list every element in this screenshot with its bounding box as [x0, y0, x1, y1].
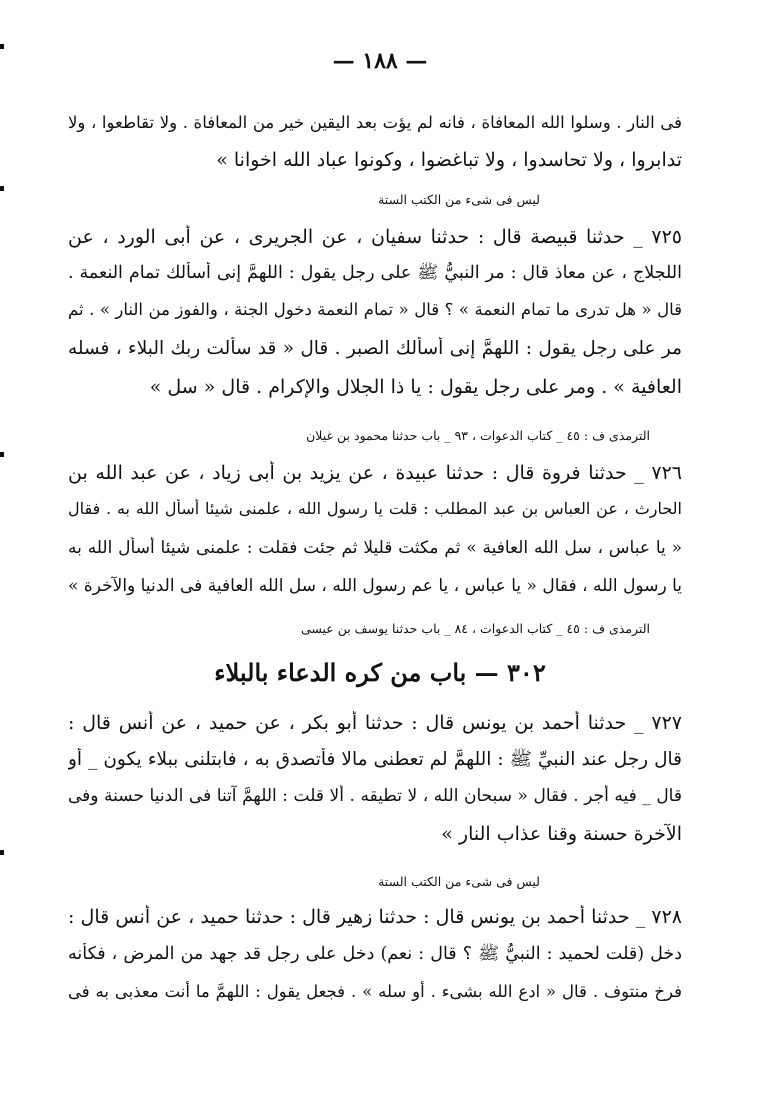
margin-mark	[0, 186, 4, 191]
margin-mark	[0, 850, 4, 855]
text-line: يا رسول الله ، فقال « يا عباس ، يا عم رسول الله ، سل الله العافية فى الدنيا والآخرة »	[68, 576, 682, 596]
text-line: الحارث ، عن العباس بن عبد المطلب : قلت يا رسول الله ، علمنى شيئا أسأل الله به . فقال	[68, 499, 682, 518]
source-note: ليس فى شىء من الكتب الستة	[378, 192, 540, 207]
text-line: العافية » . ومر على رجل يقول : يا ذا الجلال والإكرام . قال « سل »	[149, 376, 682, 398]
chapter-heading: ٣٠٢ — باب من كره الدعاء بالبلاء	[214, 658, 546, 687]
text-line: تدابروا ، ولا تحاسدوا ، ولا تباغضوا ، وكونوا عباد الله اخوانا »	[216, 149, 682, 171]
text-line: قال _ فيه أجر . فقال « سبحان الله ، لا تطيقه . ألا قلت : اللهمَّ آتنا فى الدنيا حسنة وفى	[68, 786, 682, 806]
text-line: الآخرة حسنة وقنا عذاب النار »	[441, 823, 682, 845]
source-note: الترمذى ف : ٤٥ _ كتاب الدعوات ، ٩٣ _ باب حدثنا محمود بن غيلان	[306, 428, 650, 443]
source-note: ليس فى شىء من الكتب الستة	[378, 874, 540, 889]
source-note: الترمذى ف : ٤٥ _ كتاب الدعوات ، ٨٤ _ باب حدثنا يوسف بن عيسى	[300, 621, 650, 636]
page-number: — ١٨٨ —	[332, 48, 428, 74]
text-line: فى النار . وسلوا الله المعافاة ، فانه لم يؤت بعد اليقين خير من المعافاة . ولا تقاطعوا ، ولا	[68, 113, 682, 132]
text-line: اللجلاج ، عن معاذ قال : مر النبيُّ ﷺ على رجل يقول : اللهمَّ إنى أسألك تمام النعمة .	[68, 263, 682, 283]
hadith-725-line: ٧٢٥ _ حدثنا قبيصة قال : حدثنا سفيان ، عن الجريرى ، عن أبى الورد ، عن	[68, 226, 682, 248]
text-line: مر على رجل يقول : اللهمَّ إنى أسألك الصبر . قال « قد سألت ربك البلاء ، فسله	[68, 338, 682, 359]
text-line: فرخ منتوف . قال « ادع الله بشىء . أو سله » . فجعل يقول : اللهمَّ ما أنت معذبى به فى	[68, 982, 682, 1001]
text-line: قال « هل تدرى ما تمام النعمة » ؟ قال « تمام النعمة دخول الجنة ، والفوز من النار » . ثم	[68, 300, 682, 319]
hadith-728-line: ٧٢٨ _ حدثنا أحمد بن يونس قال : حدثنا زهير قال : حدثنا حميد ، عن أنس قال :	[68, 906, 682, 928]
margin-mark	[0, 452, 4, 457]
hadith-726-line: ٧٢٦ _ حدثنا فروة قال : حدثنا عبيدة ، عن يزيد بن أبى زياد ، عن عبد الله بن	[68, 462, 682, 484]
text-line: قال رجل عند النبيِّ ﷺ : اللهمَّ لم تعطنى مالا فأتصدق به ، فابتلنى ببلاء يكون _ أو	[68, 749, 682, 770]
text-line: دخل (قلت لحميد : النبيُّ ﷺ ؟ قال : نعم) دخل على رجل قد جهد من المرض ، فكأنه	[68, 944, 682, 964]
hadith-727-line: ٧٢٧ _ حدثنا أحمد بن يونس قال : حدثنا أبو بكر ، عن حميد ، عن أنس قال :	[68, 712, 682, 734]
text-line: « يا عباس ، سل الله العافية » ثم مكثت قليلا ثم جئت فقلت : علمنى شيئا أسأل الله به	[68, 538, 682, 558]
